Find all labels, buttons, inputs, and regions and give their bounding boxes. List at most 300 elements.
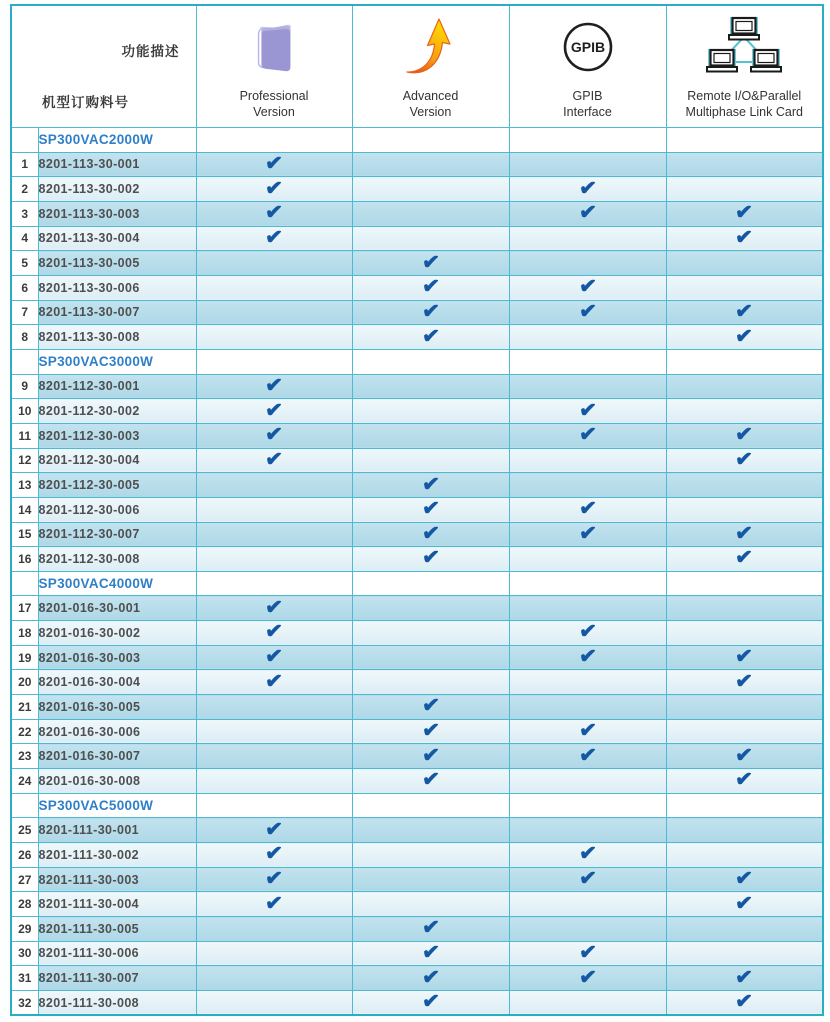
part-number: 8201-113-30-007: [38, 300, 196, 325]
row-number: 7: [11, 300, 38, 325]
check-icon: ✔: [420, 545, 441, 571]
check-cell: [196, 448, 352, 473]
check-cell: [509, 744, 666, 769]
check-cell: [666, 423, 823, 448]
check-cell: [509, 374, 666, 399]
catalog-page: [0, 4, 830, 1022]
check-icon: ✔: [577, 176, 598, 201]
check-icon: ✔: [734, 644, 754, 669]
check-cell: [196, 497, 352, 522]
check-cell: [352, 843, 509, 868]
table-row: [11, 695, 823, 720]
table-row: [11, 152, 823, 177]
check-cell: [509, 695, 666, 720]
row-number: 11: [11, 423, 38, 448]
check-cell: [196, 300, 352, 325]
check-icon: ✔: [420, 693, 441, 719]
check-cell: [196, 966, 352, 991]
check-cell: [666, 596, 823, 621]
check-cell: [352, 399, 509, 424]
row-number: 9: [11, 374, 38, 399]
check-cell: [352, 621, 509, 646]
check-cell: [666, 941, 823, 966]
check-cell: [196, 374, 352, 399]
check-cell: [196, 744, 352, 769]
check-cell: [196, 325, 352, 350]
corner-top-label: 功能描述: [121, 44, 180, 59]
check-cell: [666, 201, 823, 226]
header-row: [11, 5, 823, 128]
check-cell: [196, 917, 352, 942]
check-icon: ✔: [734, 767, 754, 792]
check-cell: [352, 547, 509, 572]
column-header-label: GPIB Interface: [563, 88, 612, 119]
check-icon: ✔: [577, 496, 598, 521]
part-number: 8201-113-30-008: [38, 325, 196, 350]
check-cell: [352, 177, 509, 202]
corner-bottom-label: 机型订购料号: [42, 95, 129, 110]
check-icon: ✔: [264, 817, 284, 842]
check-cell: [509, 596, 666, 621]
check-icon: ✔: [264, 891, 284, 916]
check-icon: ✔: [420, 250, 441, 275]
check-icon: ✔: [264, 225, 284, 250]
section-model: SP300VAC2000W: [38, 128, 196, 153]
check-cell: [666, 448, 823, 473]
check-cell: [666, 744, 823, 769]
check-cell: [666, 695, 823, 720]
empty-cell: [352, 571, 509, 596]
check-cell: [509, 645, 666, 670]
check-icon: ✔: [577, 866, 598, 891]
check-cell: [196, 695, 352, 720]
check-cell: [666, 522, 823, 547]
check-cell: [666, 670, 823, 695]
check-cell: [509, 275, 666, 300]
part-number: 8201-113-30-005: [38, 251, 196, 276]
check-cell: [509, 399, 666, 424]
table-body: [11, 128, 823, 1016]
table-row: [11, 177, 823, 202]
check-cell: [352, 670, 509, 695]
row-number: 32: [11, 990, 38, 1015]
check-cell: [666, 621, 823, 646]
check-icon: ✔: [264, 447, 284, 472]
check-icon: ✔: [734, 422, 754, 447]
row-number: 12: [11, 448, 38, 473]
check-icon: ✔: [420, 743, 441, 768]
check-icon: ✔: [734, 323, 754, 349]
check-cell: [196, 621, 352, 646]
empty-cell: [196, 793, 352, 818]
table-row: [11, 473, 823, 498]
check-icon: ✔: [264, 841, 284, 866]
part-number: 8201-111-30-007: [38, 966, 196, 991]
check-cell: [509, 497, 666, 522]
part-number: 8201-112-30-007: [38, 522, 196, 547]
row-number: 23: [11, 744, 38, 769]
section-number-cell: [11, 349, 38, 374]
check-icon: ✔: [577, 274, 598, 299]
table-row: [11, 818, 823, 843]
check-cell: [196, 226, 352, 251]
check-cell: [352, 645, 509, 670]
empty-cell: [509, 128, 666, 153]
book-icon: [245, 6, 303, 88]
check-cell: [196, 423, 352, 448]
part-number: 8201-113-30-004: [38, 226, 196, 251]
check-cell: [352, 867, 509, 892]
check-cell: [666, 473, 823, 498]
check-cell: [666, 867, 823, 892]
check-icon: ✔: [420, 323, 441, 349]
part-number: 8201-113-30-003: [38, 201, 196, 226]
part-number: 8201-016-30-005: [38, 695, 196, 720]
check-cell: [666, 399, 823, 424]
table-row: [11, 769, 823, 794]
check-icon: ✔: [577, 644, 598, 669]
row-number: 31: [11, 966, 38, 991]
section-number-cell: [11, 128, 38, 153]
check-cell: [196, 596, 352, 621]
check-cell: [352, 966, 509, 991]
check-cell: [509, 325, 666, 350]
row-number: 18: [11, 621, 38, 646]
check-cell: [509, 152, 666, 177]
check-icon: ✔: [264, 644, 284, 669]
check-cell: [352, 152, 509, 177]
table-row: [11, 423, 823, 448]
part-number: 8201-112-30-004: [38, 448, 196, 473]
empty-cell: [509, 571, 666, 596]
check-icon: ✔: [420, 718, 441, 743]
check-cell: [509, 473, 666, 498]
check-cell: [352, 325, 509, 350]
check-cell: [509, 251, 666, 276]
check-icon: ✔: [734, 891, 754, 916]
row-number: 3: [11, 201, 38, 226]
table-row: [11, 596, 823, 621]
section-number-cell: [11, 793, 38, 818]
check-icon: ✔: [577, 521, 598, 546]
check-cell: [352, 300, 509, 325]
column-header-advanced: [352, 5, 509, 128]
part-number: 8201-112-30-003: [38, 423, 196, 448]
check-icon: ✔: [577, 940, 598, 965]
table-row: [11, 275, 823, 300]
part-number: 8201-111-30-004: [38, 892, 196, 917]
check-cell: [196, 818, 352, 843]
empty-cell: [352, 128, 509, 153]
check-icon: ✔: [420, 989, 441, 1014]
check-cell: [196, 719, 352, 744]
table-row: [11, 497, 823, 522]
check-cell: [666, 275, 823, 300]
check-cell: [509, 423, 666, 448]
svg-text:GPIB: GPIB: [570, 38, 605, 55]
part-number: 8201-016-30-006: [38, 719, 196, 744]
check-cell: [509, 547, 666, 572]
check-cell: [352, 201, 509, 226]
row-number: 25: [11, 818, 38, 843]
part-number: 8201-112-30-008: [38, 547, 196, 572]
check-cell: [352, 374, 509, 399]
check-cell: [352, 251, 509, 276]
row-number: 30: [11, 941, 38, 966]
check-cell: [196, 275, 352, 300]
row-number: 26: [11, 843, 38, 868]
check-cell: [666, 917, 823, 942]
table-row: [11, 719, 823, 744]
check-icon: ✔: [577, 299, 598, 324]
check-cell: [666, 226, 823, 251]
check-cell: [509, 818, 666, 843]
table-row: [11, 966, 823, 991]
part-number: 8201-016-30-007: [38, 744, 196, 769]
row-number: 14: [11, 497, 38, 522]
section-model: SP300VAC5000W: [38, 793, 196, 818]
empty-cell: [509, 793, 666, 818]
part-number: 8201-016-30-003: [38, 645, 196, 670]
check-icon: ✔: [420, 299, 441, 324]
row-number: 19: [11, 645, 38, 670]
check-cell: [509, 867, 666, 892]
empty-cell: [352, 793, 509, 818]
check-cell: [666, 892, 823, 917]
check-cell: [352, 226, 509, 251]
check-cell: [509, 769, 666, 794]
check-icon: ✔: [264, 200, 284, 225]
check-icon: ✔: [734, 965, 754, 990]
check-cell: [352, 695, 509, 720]
check-cell: [196, 251, 352, 276]
empty-cell: [196, 128, 352, 153]
check-cell: [509, 966, 666, 991]
check-cell: [509, 201, 666, 226]
check-icon: ✔: [264, 866, 284, 891]
check-cell: [196, 399, 352, 424]
check-cell: [352, 473, 509, 498]
table-row: [11, 941, 823, 966]
check-icon: ✔: [577, 718, 598, 743]
check-cell: [196, 522, 352, 547]
part-number: 8201-111-30-005: [38, 917, 196, 942]
check-cell: [196, 892, 352, 917]
check-icon: ✔: [734, 521, 754, 546]
section-number-cell: [11, 571, 38, 596]
check-icon: ✔: [420, 940, 441, 965]
check-cell: [666, 497, 823, 522]
feature-matrix-table: [10, 4, 824, 1016]
check-icon: ✔: [577, 422, 598, 447]
table-row: [11, 843, 823, 868]
empty-cell: [196, 349, 352, 374]
check-cell: [196, 645, 352, 670]
check-cell: [352, 941, 509, 966]
check-icon: ✔: [734, 225, 754, 250]
check-cell: [196, 843, 352, 868]
row-number: 29: [11, 917, 38, 942]
table-row: [11, 251, 823, 276]
check-cell: [509, 177, 666, 202]
table-row: [11, 867, 823, 892]
section-header-row: [11, 349, 823, 374]
row-number: 15: [11, 522, 38, 547]
empty-cell: [352, 349, 509, 374]
check-cell: [196, 670, 352, 695]
column-header-remote: [666, 5, 823, 128]
check-cell: [666, 990, 823, 1015]
check-cell: [196, 201, 352, 226]
check-cell: [509, 917, 666, 942]
check-cell: [352, 990, 509, 1015]
row-number: 13: [11, 473, 38, 498]
check-cell: [352, 522, 509, 547]
check-cell: [352, 744, 509, 769]
table-row: [11, 645, 823, 670]
check-cell: [352, 423, 509, 448]
table-row: [11, 399, 823, 424]
check-icon: ✔: [734, 545, 754, 571]
table-row: [11, 670, 823, 695]
empty-cell: [666, 793, 823, 818]
check-icon: ✔: [577, 841, 598, 866]
row-number: 2: [11, 177, 38, 202]
row-number: 10: [11, 399, 38, 424]
check-cell: [666, 374, 823, 399]
part-number: 8201-111-30-002: [38, 843, 196, 868]
check-icon: ✔: [577, 397, 598, 423]
check-cell: [196, 177, 352, 202]
empty-cell: [666, 571, 823, 596]
row-number: 4: [11, 226, 38, 251]
network-computers-icon: [704, 6, 784, 88]
table-row: [11, 374, 823, 399]
check-icon: ✔: [420, 274, 441, 299]
row-number: 20: [11, 670, 38, 695]
check-cell: [666, 152, 823, 177]
check-cell: [352, 497, 509, 522]
check-cell: [666, 177, 823, 202]
column-header-label: Professional Version: [239, 88, 309, 119]
check-icon: ✔: [577, 965, 598, 990]
check-cell: [509, 300, 666, 325]
check-cell: [509, 941, 666, 966]
row-number: 1: [11, 152, 38, 177]
check-cell: [509, 843, 666, 868]
check-cell: [352, 448, 509, 473]
row-number: 5: [11, 251, 38, 276]
check-cell: [509, 719, 666, 744]
check-cell: [352, 818, 509, 843]
table-row: [11, 892, 823, 917]
part-number: 8201-016-30-008: [38, 769, 196, 794]
empty-cell: [666, 349, 823, 374]
check-cell: [509, 226, 666, 251]
check-icon: ✔: [734, 669, 754, 694]
column-header-label: Advanced Version: [402, 88, 459, 119]
check-icon: ✔: [577, 743, 598, 768]
check-cell: [509, 621, 666, 646]
check-cell: [509, 892, 666, 917]
check-icon: ✔: [264, 373, 284, 398]
check-icon: ✔: [264, 422, 284, 447]
column-header-professional: [196, 5, 352, 128]
row-number: 6: [11, 275, 38, 300]
table-row: [11, 226, 823, 251]
row-number: 21: [11, 695, 38, 720]
check-icon: ✔: [264, 619, 284, 645]
check-icon: ✔: [264, 669, 284, 694]
check-icon: ✔: [420, 965, 441, 990]
check-icon: ✔: [577, 619, 598, 645]
row-number: 8: [11, 325, 38, 350]
growth-arrow-icon: [404, 6, 458, 88]
part-number: 8201-111-30-008: [38, 990, 196, 1015]
check-cell: [196, 867, 352, 892]
section-model: SP300VAC3000W: [38, 349, 196, 374]
row-number: 17: [11, 596, 38, 621]
check-icon: ✔: [577, 200, 598, 225]
check-icon: ✔: [734, 989, 754, 1014]
row-number: 24: [11, 769, 38, 794]
check-cell: [352, 719, 509, 744]
check-cell: [196, 769, 352, 794]
check-cell: [666, 843, 823, 868]
part-number: 8201-113-30-006: [38, 275, 196, 300]
part-number: 8201-016-30-001: [38, 596, 196, 621]
check-cell: [352, 596, 509, 621]
check-icon: ✔: [264, 151, 284, 176]
check-icon: ✔: [420, 521, 441, 546]
check-cell: [666, 251, 823, 276]
check-icon: ✔: [734, 299, 754, 324]
table-row: [11, 990, 823, 1015]
check-icon: ✔: [264, 397, 284, 423]
section-header-row: [11, 128, 823, 153]
table-row: [11, 917, 823, 942]
table-row: [11, 621, 823, 646]
table-row: [11, 300, 823, 325]
check-icon: ✔: [420, 767, 441, 792]
check-icon: ✔: [420, 496, 441, 521]
check-cell: [666, 300, 823, 325]
check-icon: ✔: [734, 447, 754, 472]
check-cell: [509, 522, 666, 547]
check-icon: ✔: [420, 471, 441, 497]
empty-cell: [196, 571, 352, 596]
part-number: 8201-113-30-002: [38, 177, 196, 202]
check-icon: ✔: [734, 200, 754, 225]
check-cell: [352, 769, 509, 794]
part-number: 8201-112-30-006: [38, 497, 196, 522]
row-number: 27: [11, 867, 38, 892]
part-number: 8201-111-30-003: [38, 867, 196, 892]
check-cell: [196, 941, 352, 966]
check-cell: [666, 547, 823, 572]
empty-cell: [509, 349, 666, 374]
part-number: 8201-112-30-002: [38, 399, 196, 424]
part-number: 8201-112-30-001: [38, 374, 196, 399]
check-cell: [352, 275, 509, 300]
column-header-gpib: [509, 5, 666, 128]
check-cell: [196, 990, 352, 1015]
row-number: 28: [11, 892, 38, 917]
section-model: SP300VAC4000W: [38, 571, 196, 596]
section-header-row: [11, 793, 823, 818]
check-cell: [666, 769, 823, 794]
part-number: 8201-016-30-002: [38, 621, 196, 646]
